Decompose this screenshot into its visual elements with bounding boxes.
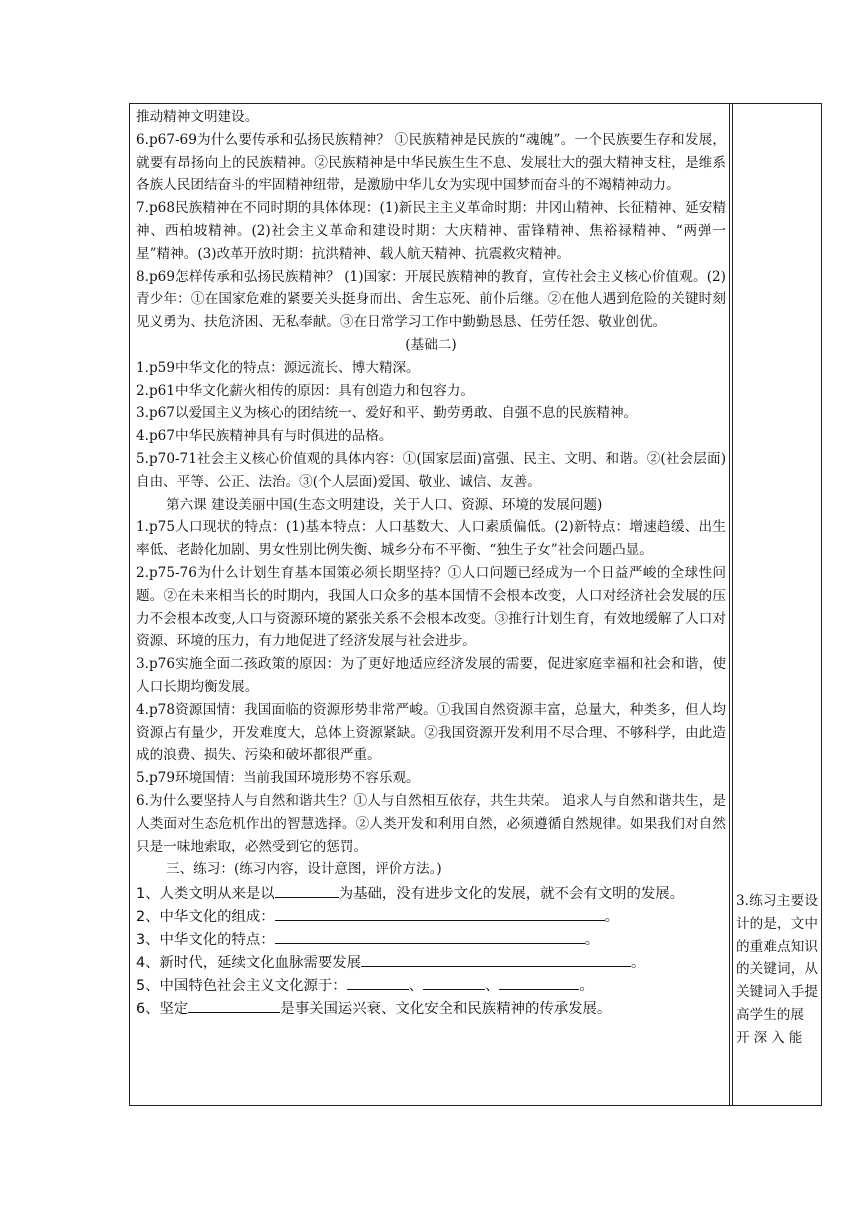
- lesson6-item-4: 4.p78资源国情：我国面临的资源形势非常严峻。①我国自然资源丰富，总量大，种类多，但人均资源占有量少，开发难度大，总体上资源紧缺。②我国资源开发利用不尽合理、不够科学，由此造成的浪费、损失、污染和破坏都很严重。: [136, 701, 726, 764]
- fill-blank[interactable]: [347, 973, 409, 990]
- point-6-why-inherit-spirit: 6.p67-69为什么要传承和弘扬民族精神？ ①民族精神是民族的“魂魄”。一个民族要生存和发展，就要有昂扬向上的民族精神。②民族精神是中华民族生生不息、发展壮大的强大精神支柱，是维系各族人民团结奋斗的牢固精神纽带，是激励中华儿女为实现中国梦而奋斗的不竭精神动力。: [136, 131, 726, 194]
- exercise-q3: 3、中华文化的特点： 。: [136, 927, 726, 950]
- lesson6-item-2: 2.p75-76为什么计划生育基本国策必须长期坚持？①人口问题已经成为一个日益严峻的全球性问题。②在未来相当长的时期内，我国人口众多的基本国情不会根本改变，人口对经济社会发展的压力不会根本改变,人口与资源环境的紧张关系不会根本改变。③推行计划生育，有效地缓解了人口对资源、环境的压力，有力地促进了经济发展与社会进步。: [136, 564, 726, 650]
- basic2-item-5: 5.p70-71社会主义核心价值观的具体内容：①(国家层面)富强、民主、文明、和谐。②(社会层面)自由、平等、公正、法治。③(个人层面)爱国、敬业、诚信、友善。: [136, 450, 726, 490]
- fill-blank[interactable]: [361, 950, 631, 967]
- lesson6-item-6: 6.为什么要坚持人与自然和谐共生？①人与自然相互依存，共生共荣。 追求人与自然和谐共生，是人类面对生态危机作出的智慧选择。②人类开发和利用自然，必须遵循自然规律。如果我们对自然只是一味地索取，必然受到它的惩罚。: [136, 792, 726, 855]
- fill-blank[interactable]: [275, 881, 339, 898]
- exercise-q2: 2、中华文化的组成： 。: [136, 904, 726, 927]
- exercise-list: [136, 881, 726, 1019]
- basic2-item-3: 3.p67以爱国主义为核心的团结统一、爱好和平、勤劳勇敢、自强不息的民族精神。: [136, 405, 638, 422]
- basic2-item-2: 2.p61中华文化薪火相传的原因：具有创造力和包容力。: [136, 382, 475, 399]
- paragraph-continuation: 推动精神文明建设。: [136, 109, 259, 125]
- lesson-6-heading: 第六课 建设美丽中国(生态文明建设，关于人口、资源、环境的发展问题): [166, 496, 603, 513]
- lesson-plan-table: [129, 103, 822, 1106]
- basic2-item-4: 4.p67中华民族精神具有与时俱进的品格。: [136, 428, 393, 445]
- fill-blank[interactable]: [275, 927, 585, 944]
- point-8-how-inherit-spirit: 8.p69怎样传承和弘扬民族精神？ (1)国家：开展民族精神的教育，宣传社会主义核心价值观。(2)青少年：①在国家危难的紧要关头挺身而出、舍生忘死、前仆后继。②在他人遇到危险的关键时刻见义勇为、扶危济困、无私奉献。③在日常学习工作中勤勤恳恳、任劳任怨、敬业创优。: [136, 268, 726, 331]
- fill-blank[interactable]: [499, 973, 579, 990]
- design-note-column: [736, 890, 818, 1050]
- point-7-spirit-in-periods: 7.p68民族精神在不同时期的具体体现：(1)新民主主义革命时期：井冈山精神、长征精神、延安精神、西柏坡精神。(2)社会主义革命和建设时期：大庆精神、雷锋精神、焦裕禄精神、“两弹一星”精神。(3)改革开放时期：抗洪精神、载人航天精神、抗震救灾精神。: [136, 200, 726, 262]
- exercise-q1: 1、人类文明从来是以 为基础，没有进步文化的发展，就不会有文明的发展。: [136, 881, 726, 904]
- exercise-q4: 4、新时代，延续文化血脉需要发展 。: [136, 950, 726, 973]
- design-note-text: 3.练习主要设计的是，文中的重难点知识的关键词，从关键词入手提高学生的展: [736, 893, 818, 1023]
- main-column: [136, 106, 726, 1019]
- fill-blank[interactable]: [188, 996, 280, 1013]
- exercise-heading: 三、练习：(练习内容，设计意图，评价方法。): [166, 861, 442, 878]
- fill-blank[interactable]: [423, 973, 485, 990]
- lesson6-item-5: 5.p79环境国情：当前我国环境形势不容乐观。: [136, 770, 420, 787]
- exercise-q5: 5、中国特色社会主义文化源于： 、 、 。: [136, 973, 726, 996]
- exercise-q6: 6、坚定 是事关国运兴衰、文化安全和民族精神的传承发展。: [136, 996, 726, 1019]
- fill-blank[interactable]: [275, 904, 605, 921]
- column-divider-outer: [732, 104, 733, 1105]
- design-note-last-line: 开深入能: [736, 1029, 807, 1046]
- basic2-item-1: 1.p59中华文化的特点：源远流长、博大精深。: [136, 359, 420, 376]
- section-heading-basic2: (基础二): [405, 336, 457, 353]
- lesson6-item-1: 1.p75人口现状的特点：(1)基本特点：人口基数大、人口素质偏低。(2)新特点：增速趋缓、出生率低、老龄化加剧、男女性别比例失衡、城乡分布不平衡、“独生子女”社会问题凸显。: [136, 519, 726, 559]
- column-divider: [729, 104, 730, 1105]
- lesson6-item-3: 3.p76实施全面二孩政策的原因：为了更好地适应经济发展的需要，促进家庭幸福和社会和谐，使人口长期均衡发展。: [136, 656, 726, 695]
